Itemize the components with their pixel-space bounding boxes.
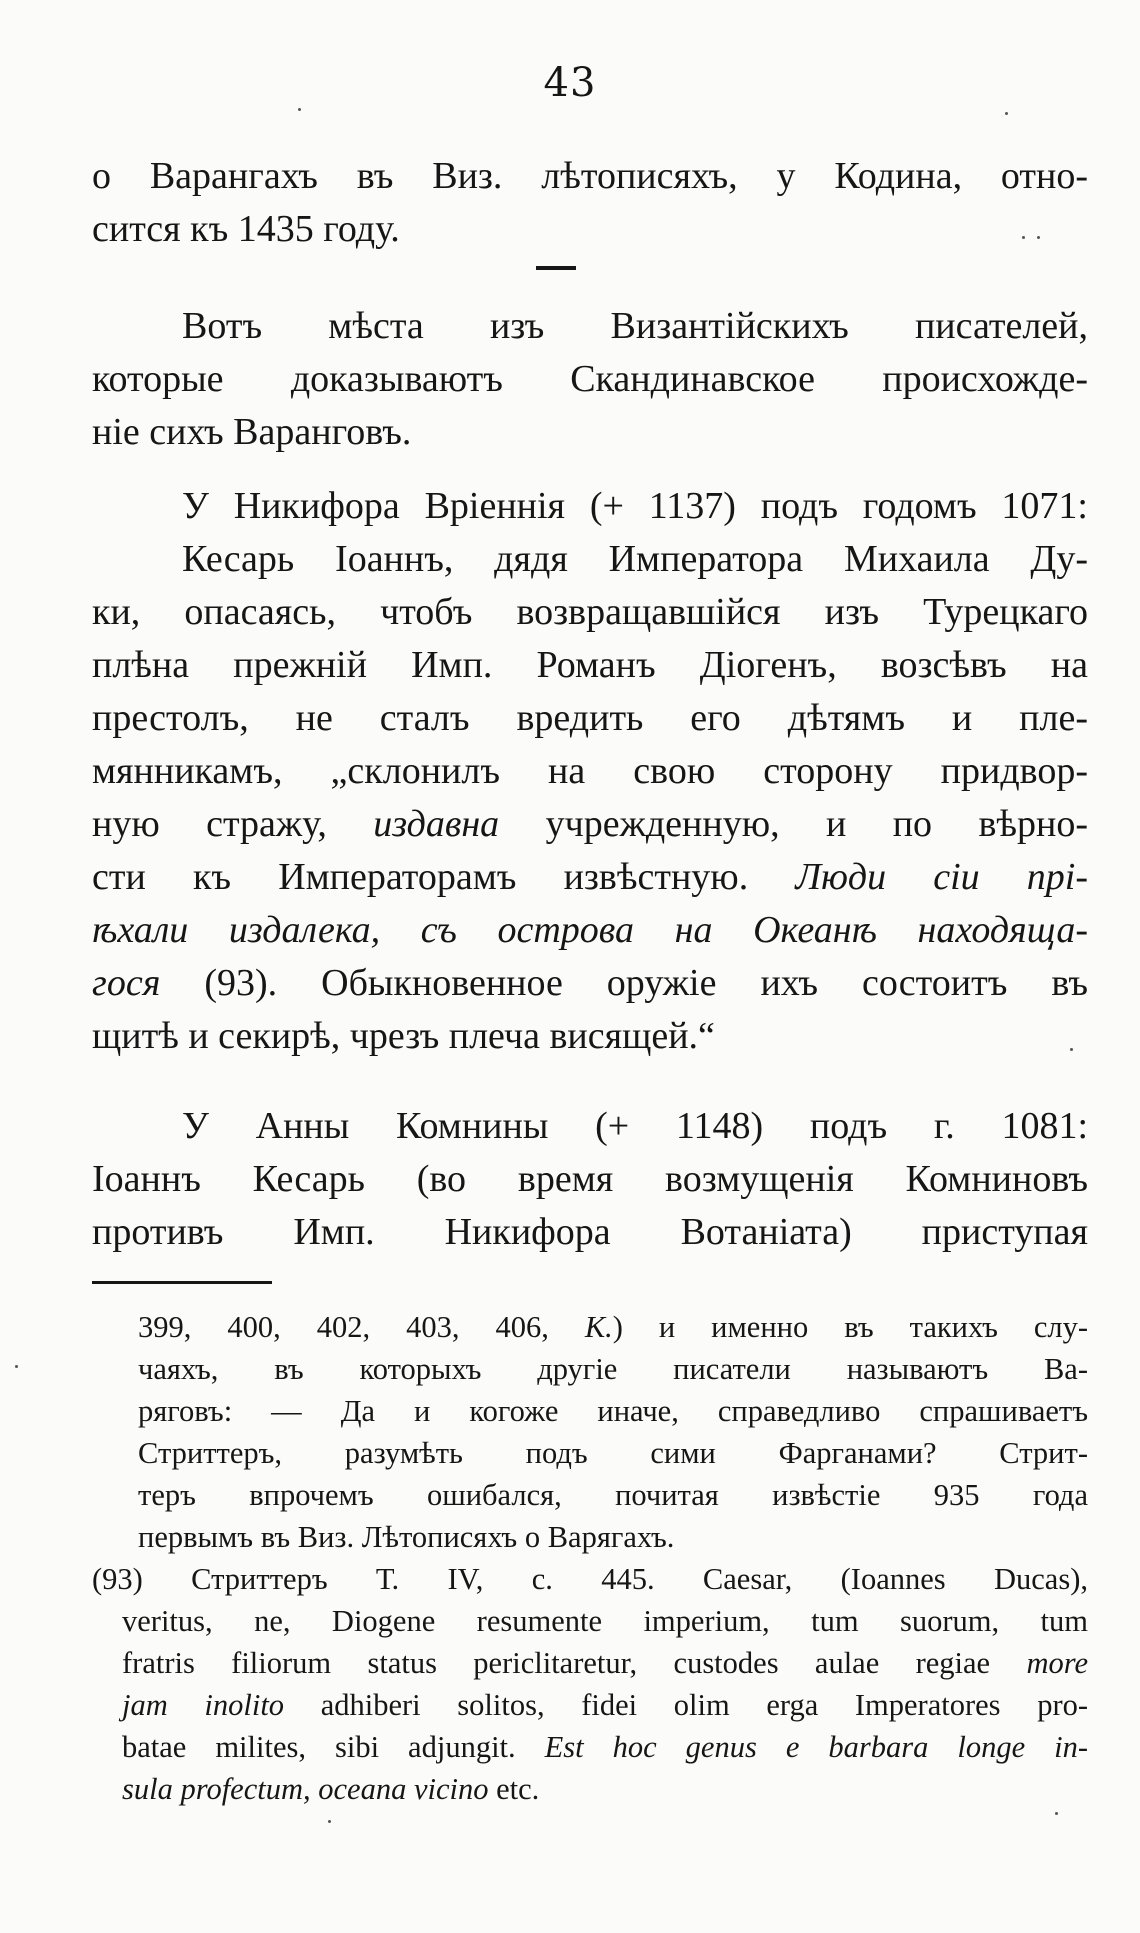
text-line: Кесарь Іоаннъ, дядя Императора Михаила Ду- (182, 538, 1088, 580)
text-line: Вотъ мѣста изъ Византійскихъ писателей, (182, 305, 1088, 347)
scan-speck (1022, 236, 1025, 239)
text-line: ки, опасаясь, чтобъ возвращавшійся изъ Турецкаго (92, 591, 1088, 633)
text-line: ѣхали издалека, съ острова на Океанѣ находяща- (92, 909, 1088, 951)
section-divider (536, 266, 576, 270)
text-line: о Варангахъ въ Виз. лѣтописяхъ, у Кодина, отно- (92, 155, 1088, 197)
scan-speck (328, 1820, 331, 1823)
footnote-line: Стриттеръ, разумѣть подъ сими Фарганами? Стрит- (138, 1436, 1088, 1470)
page-number: 43 (543, 60, 597, 106)
text-line: Іоаннъ Кесарь (во время возмущенія Комниновъ (92, 1158, 1088, 1200)
text-line: ную стражу, издавна учрежденную, и по вѣрно- (92, 803, 1089, 845)
text-line: У Никифора Вріеннія (+ 1137) подъ годомъ 1071: (182, 485, 1088, 527)
footnote-line: (93) Стриттеръ Т. IV, с. 445. Caesar, (Ioannes Ducas), (92, 1562, 1088, 1596)
footnote-rule (92, 1281, 272, 1284)
text-line: сти къ Императорамъ извѣстную. Люди сіи прі- (92, 856, 1089, 898)
footnote-93 (92, 1558, 1088, 1810)
footnote-line: 399, 400, 402, 403, 406, К.) и именно въ такихъ слу- (138, 1310, 1089, 1344)
text-line: престолъ, не сталъ вредить его дѣтямъ и пле- (92, 697, 1088, 739)
text-line: плѣна прежній Имп. Романъ Діогенъ, возсѣвъ на (92, 644, 1088, 686)
scan-speck (1070, 1048, 1073, 1051)
text-line: щитѣ и секирѣ, чрезъ плеча висящей.“ (92, 1015, 715, 1057)
footnote-line: sula profectum, oceana vicino etc. (122, 1772, 540, 1806)
text-line: ніе сихъ Варанговъ. (92, 411, 412, 453)
footnote-line: ряговъ: — Да и когоже иначе, справедливо спрашиваетъ (138, 1394, 1088, 1428)
footnote-line: чаяхъ, въ которыхъ другіе писатели называютъ Ва- (138, 1352, 1088, 1386)
text-line: противъ Имп. Никифора Вотаніата) приступая (92, 1211, 1088, 1253)
footnote-line: первымъ въ Виз. Лѣтописяхъ о Варягахъ. (138, 1520, 675, 1554)
paragraph-2 (92, 300, 1088, 459)
scan-speck (1005, 112, 1008, 115)
footnote-line: veritus, ne, Diogene resumente imperium, tum suorum, tum (122, 1604, 1088, 1638)
text-line: мянникамъ, „склонилъ на свою сторону придвор- (92, 750, 1088, 792)
scan-speck (15, 1365, 18, 1368)
footnote-continued (92, 1306, 1088, 1558)
paragraph-3 (92, 480, 1088, 1063)
text-line: сится къ 1435 году. (92, 208, 400, 250)
footnote-line: теръ впрочемъ ошибался, почитая извѣстіе 935 года (138, 1478, 1088, 1512)
text-line: гося (93). Обыкновенное оружіе ихъ состоитъ въ (92, 962, 1088, 1004)
scan-speck (1037, 236, 1040, 239)
text-line: У Анны Комнины (+ 1148) подъ г. 1081: (182, 1105, 1088, 1147)
footnote-line: jam inolito adhiberi solitos, fidei olim erga Imperatores pro- (122, 1688, 1089, 1722)
scan-speck (1055, 1812, 1058, 1815)
scan-speck (298, 108, 301, 111)
text-line: которые доказываютъ Скандинавское происхожде- (92, 358, 1088, 400)
footnote-line: batae milites, sibi adjungit. Est hoc genus e barbara longe in- (122, 1730, 1089, 1764)
footnote-line: fratris filiorum status periclitaretur, custodes aulae regiae more (122, 1646, 1088, 1680)
paragraph-1 (92, 150, 1088, 256)
paragraph-4 (92, 1100, 1088, 1259)
